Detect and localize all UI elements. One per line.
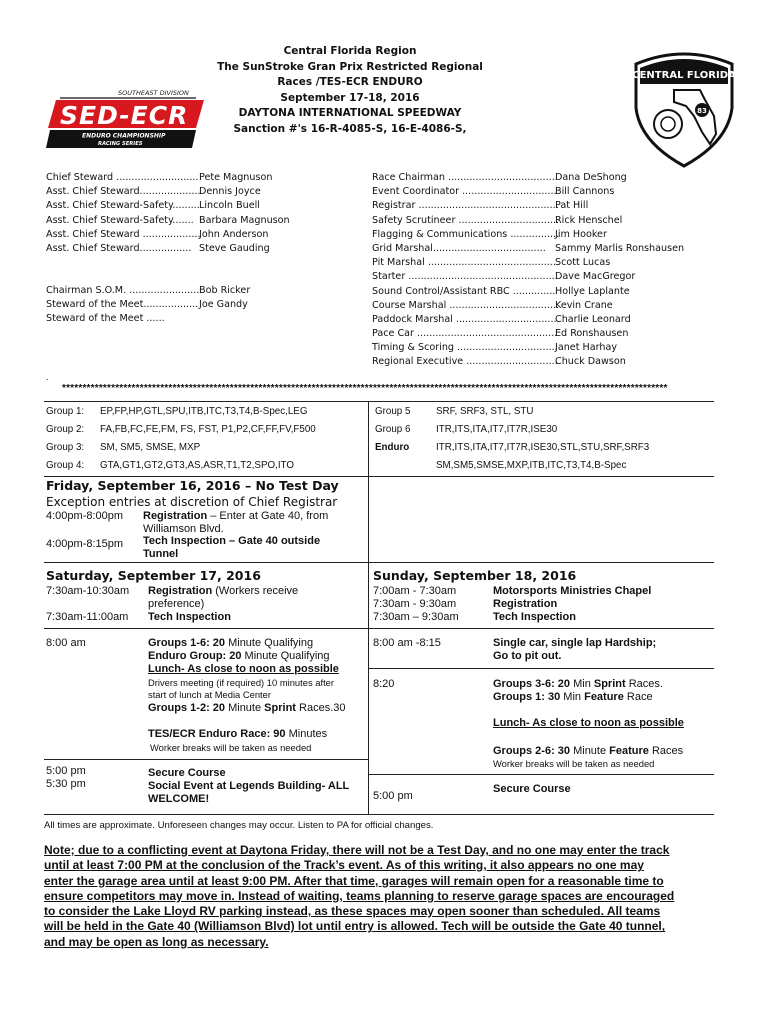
staff-role: Regional Executive .............................. xyxy=(372,356,558,368)
saturday-time-5: 5:30 pm xyxy=(46,778,86,790)
staff-name: Chuck Dawson xyxy=(555,356,626,368)
group-row xyxy=(375,406,534,417)
group-row xyxy=(46,406,308,417)
group-classes: ITR,ITS,ITA,IT7,IT7R,ISE30 xyxy=(436,424,558,435)
friday-title: Friday, September 16, 2016 – No Test Day xyxy=(46,478,339,493)
staff-role: Grid Marshal..................................... xyxy=(372,242,546,254)
staff-name: Sammy Marlis Ronshausen xyxy=(555,242,685,254)
sunday-feature2-bold: Groups 2-6: 30 xyxy=(493,745,571,757)
staff-name: Bill Cannons xyxy=(555,186,615,198)
saturday-lunch: Lunch- As close to noon as possible xyxy=(148,663,339,675)
sunday-feature2-end: Races xyxy=(648,745,684,757)
saturday-qualifying-1-rest: Minute Qualifying xyxy=(225,637,314,649)
staff-row xyxy=(46,312,346,326)
sunday-tech-inspection: Tech Inspection xyxy=(493,611,576,623)
staff-name: Ed Ronshausen xyxy=(555,328,629,340)
staff-row xyxy=(372,256,742,270)
class-groups xyxy=(46,406,726,476)
staff-row xyxy=(372,199,742,213)
sunday-lunch: Lunch- As close to noon as possible xyxy=(493,717,684,729)
friday-time-2: 4:00pm-8:15pm xyxy=(46,538,124,550)
saturday-worker-breaks: Worker breaks will be taken as needed xyxy=(150,742,312,753)
staff-row xyxy=(372,171,742,185)
sunday-sprint-races xyxy=(493,678,663,691)
staff-row xyxy=(372,341,742,355)
sunday-feature-bold: Groups 1: 30 xyxy=(493,691,561,703)
saturday-qualifying-1-bold: Groups 1-6: 20 xyxy=(148,637,226,649)
friday-entry-2: Tech Inspection – Gate 40 outside xyxy=(143,535,321,547)
friday-entry-1-line2: Williamson Blvd. xyxy=(143,523,224,535)
staff-row xyxy=(372,327,742,341)
friday-entry-1-bold: Registration xyxy=(143,510,208,522)
sunday-time-3: 7:30am – 9:30am xyxy=(373,611,459,623)
sunday-sprint-bold: Groups 3-6: 20 xyxy=(493,678,571,690)
table-bottom-rule xyxy=(44,814,714,815)
sunday-time-6: 5:00 pm xyxy=(373,790,413,802)
staff-name: Janet Harhay xyxy=(555,342,618,354)
logo-main-text: SED-ECR xyxy=(60,101,189,130)
saturday-entry-1-bold: Registration xyxy=(148,585,213,597)
saturday-entry-1-rest: (Workers receive xyxy=(212,585,299,597)
saturday-entry-2: Tech Inspection xyxy=(148,611,231,623)
staff-role: Chairman S.O.M. ........................ xyxy=(46,285,203,296)
logo-tag-series: RACING SERIES xyxy=(98,141,143,147)
staff-row xyxy=(372,285,742,299)
staff-row xyxy=(372,299,742,313)
saturday-drivers-meeting-1: Drivers meeting (if required) 10 minutes after xyxy=(148,677,335,688)
saturday-sprint-bold: Groups 1-2: 20 xyxy=(148,702,226,714)
staff-name: Barbara Magnuson xyxy=(199,214,290,226)
note-line: enter the garage area until at least 9:00 PM. After that time, garages will remain open for a reasonable time to xyxy=(44,873,664,888)
staff-name: Pete Magnuson xyxy=(199,172,273,183)
group-label: Group 6 xyxy=(375,424,411,435)
staff-role: Steward of the Meet ...... xyxy=(46,313,165,325)
logo-division-text: SOUTHEAST DIVISION xyxy=(118,89,189,97)
logo-tag-enduro: ENDURO CHAMPIONSHIP xyxy=(82,132,166,140)
note-line: and may be open as long as necessary. xyxy=(44,934,269,949)
saturday-sprint-mid: Minute xyxy=(225,702,265,714)
group-classes: SM, SM5, SMSE, MXP xyxy=(100,442,201,453)
saturday-title: Saturday, September 17, 2016 xyxy=(46,568,261,583)
staff-role: Event Coordinator ............................... xyxy=(372,186,557,198)
group-classes: GTA,GT1,GT2,GT3,AS,ASR,T1,T2,SPO,ITO xyxy=(100,460,294,471)
group-row xyxy=(46,460,294,471)
staff-role: Course Marshal .................................... xyxy=(372,299,560,311)
sunday-worker-breaks: Worker breaks will be taken as needed xyxy=(493,758,655,769)
staff-role: Timing & Scoring ................................. xyxy=(372,342,558,354)
staff-list-left xyxy=(46,171,346,256)
sunday-feature2-mid: Minute xyxy=(570,745,610,757)
header-line-venue: DAYTONA INTERNATIONAL SPEEDWAY xyxy=(238,107,462,119)
friday-time-1: 4:00pm-8:00pm xyxy=(46,510,124,522)
staff-name: Joe Gandy xyxy=(199,299,248,311)
header-line-title: The SunStroke Gran Prix Restricted Regional xyxy=(217,60,483,73)
sunday-feature-mid: Min xyxy=(560,691,585,703)
note-line: ensure competitors may move in. Instead of waiting, teams planning to reserve garage spaces are encouraged xyxy=(44,888,675,903)
staff-row xyxy=(46,214,346,228)
staff-row xyxy=(372,185,742,199)
staff-role: Starter ................................................. xyxy=(372,271,558,283)
saturday-enduro-bold: TES/ECR Enduro Race: 90 xyxy=(148,728,286,740)
saturday-sprint-word: Sprint xyxy=(264,702,296,714)
staff-role: Pit Marshal .......................................... xyxy=(372,257,556,269)
sunday-hardship-line2: Go to pit out. xyxy=(493,650,562,662)
header-line-races: Races /TES-ECR ENDURO xyxy=(277,76,423,88)
sunday-sprint-word: Sprint xyxy=(593,678,626,690)
staff-row xyxy=(372,228,742,242)
staff-row xyxy=(46,171,346,185)
saturday-enduro-rest: Minutes xyxy=(285,728,328,740)
staff-row xyxy=(372,214,742,228)
table-group-rule xyxy=(44,476,714,477)
saturday-entry-1-line2: preference) xyxy=(148,598,205,610)
sunday-time-5: 8:20 xyxy=(373,678,395,690)
staff-name: Scott Lucas xyxy=(555,257,611,269)
sunday-feature-races xyxy=(493,745,683,758)
staff-name: Dennis Joyce xyxy=(199,186,261,198)
sunday-feature-word: Feature xyxy=(584,691,624,703)
staff-name: Dave MacGregor xyxy=(555,271,636,283)
central-florida-badge xyxy=(628,46,740,170)
friday-entry-2-line2: Tunnel xyxy=(143,548,179,560)
saturday-secure-course: Secure Course xyxy=(148,767,226,779)
saturday-time-4: 5:00 pm xyxy=(46,765,86,777)
note-line: to consider the Lake Lloyd RV parking instead, as these spaces may open sooner than scheduled. All teams xyxy=(44,904,661,919)
staff-name: Rick Henschel xyxy=(555,214,623,226)
saturday-time-3: 8:00 am xyxy=(46,637,86,649)
sunday-registration: Registration xyxy=(493,598,558,610)
sunday-feature2-word: Feature xyxy=(609,745,649,757)
header-line-dates: September 17-18, 2016 xyxy=(280,91,420,104)
staff-row xyxy=(372,242,742,256)
group-row xyxy=(46,424,316,435)
sunday-feature-race xyxy=(493,691,653,704)
stray-dot: . xyxy=(46,372,49,382)
group-classes: EP,FP,HP,GTL,SPU,ITB,ITC,T3,T4,B-Spec,LEG xyxy=(100,406,308,417)
staff-name: Kevin Crane xyxy=(555,299,613,311)
staff-role: Asst. Chief Steward.................... xyxy=(46,186,201,198)
sunday-rule-2 xyxy=(368,668,714,669)
sunday-time-2: 7:30am - 9:30am xyxy=(373,598,457,610)
staff-list-right xyxy=(372,171,742,370)
staff-role: Safety Scrutineer ................................. xyxy=(372,214,560,226)
group-classes: ITR,ITS,ITA,IT7,IT7R,ISE30,STL,STU,SRF,SRF3 xyxy=(436,442,650,453)
staff-row xyxy=(46,185,346,199)
badge-text: CENTRAL FLORIDA xyxy=(632,70,736,81)
staff-name: Dana DeShong xyxy=(555,172,627,183)
staff-name: John Anderson xyxy=(199,228,269,240)
staff-name: Lincoln Buell xyxy=(199,200,260,212)
group-label: Group 1: xyxy=(46,406,85,417)
sed-ecr-logo xyxy=(46,86,206,154)
note-line: Note; due to a conflicting event at Daytona Friday, there will not be a Test Day, and no one may enter the track xyxy=(44,843,670,857)
sunday-chapel: Motorsports Ministries Chapel xyxy=(493,585,652,597)
saturday-entry-1 xyxy=(148,585,298,598)
group-label: Group 4: xyxy=(46,460,85,471)
staff-row xyxy=(46,298,346,312)
sunday-time-1: 7:00am - 7:30am xyxy=(373,585,457,597)
table-top-rule xyxy=(44,401,714,402)
saturday-time-1: 7:30am-10:30am xyxy=(46,585,130,597)
group-row xyxy=(375,442,650,453)
staff-name: Hollye Laplante xyxy=(555,285,630,297)
staff-row xyxy=(372,313,742,327)
saturday-drivers-meeting-2: start of lunch at Media Center xyxy=(148,689,271,700)
table-friday-rule xyxy=(44,562,714,563)
group-label: Group 2: xyxy=(46,424,85,435)
staff-role: Asst. Chief Steward................. xyxy=(46,242,192,254)
header-line-region: Central Florida Region xyxy=(283,45,417,57)
important-note xyxy=(44,843,714,950)
staff-role: Steward of the Meet.................. xyxy=(46,299,199,311)
group-label: Group 3: xyxy=(46,442,85,453)
staff-row xyxy=(372,355,742,369)
saturday-sprint xyxy=(148,702,345,715)
staff-row xyxy=(46,199,346,213)
table-column-divider xyxy=(368,402,369,814)
staff-role: Chief Steward ........................... xyxy=(46,172,199,183)
saturday-social-event: Social Event at Legends Building- ALL xyxy=(148,780,350,792)
staff-row xyxy=(46,242,346,256)
sunday-rule-1 xyxy=(368,628,714,629)
saturday-rule-2 xyxy=(44,759,368,760)
staff-name: Pat Hill xyxy=(555,200,589,212)
group-classes: FA,FB,FC,FE,FM, FS, FST, P1,P2,CF,FF,FV,F500 xyxy=(100,424,316,435)
staff-name: Jim Hooker xyxy=(555,228,607,240)
badge-number: 83 xyxy=(697,107,707,115)
staff-row xyxy=(46,284,346,298)
note-line: until at least 7:00 PM at the conclusion of the Track’s event. As of this writing, it also appears no one may xyxy=(44,858,644,873)
friday-subtitle: Exception entries at discretion of Chief Registrar xyxy=(46,495,338,509)
saturday-rule-1 xyxy=(44,628,368,629)
saturday-enduro xyxy=(148,728,327,741)
staff-list-left-meet xyxy=(46,284,346,327)
staff-role: Flagging & Communications ................ xyxy=(372,228,560,240)
event-header xyxy=(200,44,500,137)
group-row xyxy=(46,442,201,453)
staff-role: Pace Car .............................................. xyxy=(372,328,558,340)
staff-role: Race Chairman .................................... xyxy=(372,172,558,183)
group-classes: SM,SM5,SMSE,MXP,ITB,ITC,T3,T4,B-Spec xyxy=(436,460,627,471)
header-line-sanction: Sanction #'s 16-R-4085-S, 16-E-4086-S, xyxy=(233,122,467,135)
staff-role: Sound Control/Assistant RBC .............. xyxy=(372,285,556,297)
friday-entry-1 xyxy=(143,510,328,523)
sunday-time-4: 8:00 am -8:15 xyxy=(373,637,441,649)
sunday-feature-end: Race xyxy=(623,691,653,703)
note-line: will be held in the Gate 40 (Williamson Blvd) lot until entry is allowed. Tech will be outside the Gate 40 tunnel, xyxy=(44,919,666,934)
staff-role: Asst. Chief Steward-Safety....... xyxy=(46,214,194,226)
staff-role: Asst. Chief Steward-Safety......... xyxy=(46,200,200,212)
sunday-secure-course: Secure Course xyxy=(493,783,571,795)
group-classes: SRF, SRF3, STL, STU xyxy=(436,406,534,417)
staff-row xyxy=(46,228,346,242)
sunday-sprint-mid: Min xyxy=(570,678,594,690)
saturday-social-event-line2: WELCOME! xyxy=(148,793,210,805)
saturday-sprint-end: Races.30 xyxy=(295,702,346,714)
saturday-qualifying-2-rest: Minute Qualifying xyxy=(241,650,330,662)
staff-row xyxy=(372,270,742,284)
friday-entry-1-rest: – Enter at Gate 40, from xyxy=(207,510,329,522)
sunday-hardship: Single car, single lap Hardship; xyxy=(493,637,657,649)
sunday-sprint-end: Races. xyxy=(625,678,663,690)
saturday-qualifying-2-bold: Enduro Group: 20 xyxy=(148,650,242,662)
star-divider: **************************************************************************************************************************************************** xyxy=(62,383,668,394)
group-row xyxy=(375,424,558,435)
staff-name: Bob Ricker xyxy=(199,285,251,296)
group-label: Group 5 xyxy=(375,406,411,417)
staff-name: Charlie Leonard xyxy=(555,313,631,325)
staff-name: Steve Gauding xyxy=(199,242,270,254)
staff-role: Registrar .............................................. xyxy=(372,200,559,212)
sunday-rule-3 xyxy=(368,774,714,775)
staff-role: Paddock Marshal ................................. xyxy=(372,313,557,325)
staff-role: Asst. Chief Steward ................... xyxy=(46,228,201,240)
saturday-qualifying-2 xyxy=(148,650,330,663)
saturday-time-2: 7:30am-11:00am xyxy=(46,611,129,623)
group-label: Enduro xyxy=(375,442,410,453)
saturday-qualifying-1 xyxy=(148,637,313,650)
times-disclaimer: All times are approximate. Unforeseen changes may occur. Listen to PA for official changes. xyxy=(44,820,434,831)
sunday-title: Sunday, September 18, 2016 xyxy=(373,568,577,583)
